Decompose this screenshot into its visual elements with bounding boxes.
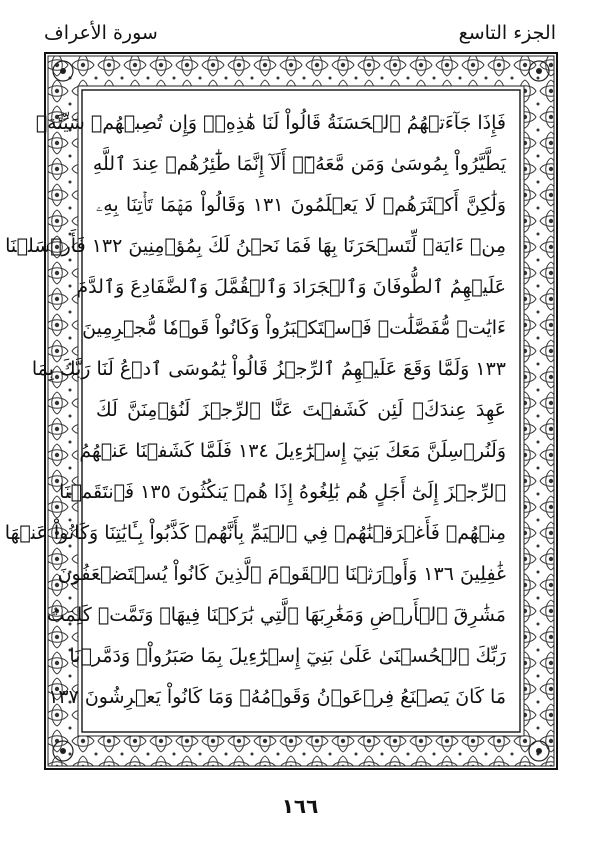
text-line: وَلَنُرۡسِلَنَّ مَعَكَ بَنِيٓ إِسۡرَٰٓءِيلَ ١٣٤ فَلَمَّا كَشَفۡنَا عَنۡهُمُ — [79, 440, 506, 462]
text-line: يَطَّيَّرُواْ بِمُوسَىٰ وَمَن مَّعَهُۥٓۗ أَلَآ إِنَّمَا طَٰٓئِرُهُمۡ عِندَ ٱللَّهِ — [92, 153, 506, 175]
verse-text-area — [4, 101, 506, 721]
text-line: عَلَيۡهِمُ ٱلطُّوفَانَ وَٱلۡجَرَادَ وَٱلۡقُمَّلَ وَٱلضَّفَادِعَ وَٱلدَّمَ — [76, 276, 506, 298]
text-line: فَإِذَا جَآءَتۡهُمُ ٱلۡحَسَنَةُ قَالُواْ لَنَا هَٰذِهِۦۖ وَإِن تُصِبۡهُمۡ سَيِّئَةٞ — [35, 112, 506, 134]
text-line: مِنۡهُمۡ فَأَغۡرَقۡنَٰهُمۡ فِي ٱلۡيَمِّ بِأَنَّهُمۡ كَذَّبُواْ بِـَٔايَٰتِنَا وَكَانُواْ عَنۡهَا — [4, 522, 506, 544]
juz-title: الجزء التاسع — [458, 22, 556, 44]
text-line: عَهِدَ عِندَكَۖ لَئِن كَشَفۡتَ عَنَّا ٱلرِّجۡزَ لَنُؤۡمِنَنَّ لَكَ — [96, 399, 506, 421]
page-number: ١٦٦ — [281, 794, 319, 818]
text-line: مِنۡ ءَايَةٖ لِّتَسۡحَرَنَا بِهَا فَمَا نَحۡنُ لَكَ بِمُؤۡمِنِينَ ١٣٢ فَأَرۡسَلۡنَا — [5, 235, 506, 257]
text-line: ٱلرِّجۡزَ إِلَىٰٓ أَجَلٍ هُم بَٰلِغُوهُ إِذَا هُمۡ يَنكُثُونَ ١٣٥ فَٱنتَقَمۡنَا — [59, 481, 506, 503]
text-line: وَلَٰكِنَّ أَكۡثَرَهُمۡ لَا يَعۡلَمُونَ ١٣١ وَقَالُواْ مَهۡمَا تَأۡتِنَا بِهِۦ — [96, 194, 506, 216]
page-header — [40, 22, 560, 52]
text-line: غَٰفِلِينَ ١٣٦ وَأَوۡرَثۡنَا ٱلۡقَوۡمَ ٱلَّذِينَ كَانُواْ يُسۡتَضۡعَفُونَ — [57, 563, 506, 585]
text-line: ١٣٣ وَلَمَّا وَقَعَ عَلَيۡهِمُ ٱلرِّجۡزُ قَالُواْ يَٰمُوسَى ٱدۡعُ لَنَا رَبَّكَ بِمَا — [31, 358, 506, 380]
text-line: مَشَٰرِقَ ٱلۡأَرۡضِ وَمَغَٰرِبَهَا ٱلَّتِي بَٰرَكۡنَا فِيهَاۖ وَتَمَّتۡ كَلِمَتُ — [46, 604, 506, 626]
text-line: مَا كَانَ يَصۡنَعُ فِرۡعَوۡنُ وَقَوۡمُهُۥ وَمَا كَانُواْ يَعۡرِشُونَ ١٣٧ — [48, 686, 506, 708]
text-line: رَبِّكَ ٱلۡحُسۡنَىٰ عَلَىٰ بَنِيٓ إِسۡرَٰٓءِيلَ بِمَا صَبَرُواْۖ وَدَمَّرۡنَا — [69, 645, 506, 667]
surah-title: سورة الأعراف — [44, 22, 158, 44]
text-line: ءَايَٰتٖ مُّفَصَّلَٰتٖ فَٱسۡتَكۡبَرُواْ وَكَانُواْ قَوۡمٗا مُّجۡرِمِينَ — [82, 317, 506, 339]
